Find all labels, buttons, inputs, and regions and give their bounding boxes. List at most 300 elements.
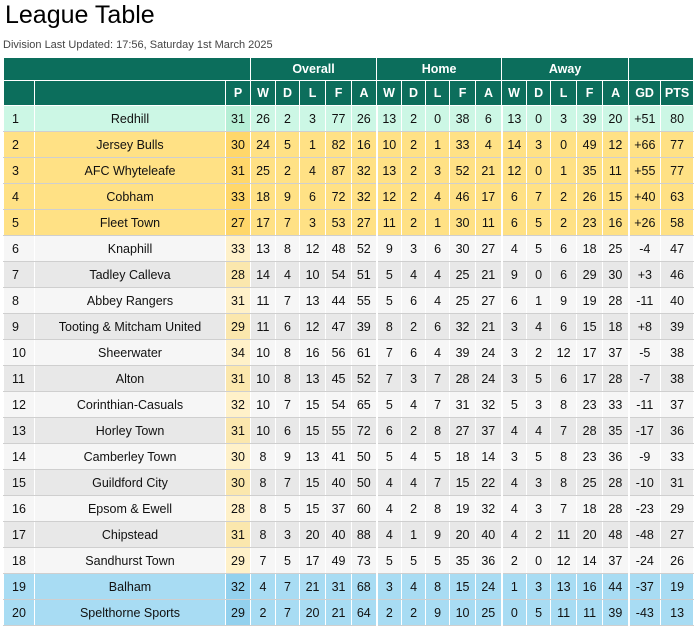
home-drawn-cell: 2 <box>402 106 426 132</box>
away-won-cell: 1 <box>502 574 527 600</box>
table-row[interactable] <box>4 236 694 262</box>
overall-against-cell: 27 <box>352 210 377 236</box>
position-cell: 12 <box>4 392 35 418</box>
overall-for-cell: 56 <box>326 340 352 366</box>
overall-for-cell: 72 <box>326 184 352 210</box>
home-drawn-cell: 4 <box>402 262 426 288</box>
away-lost-cell: 12 <box>551 340 577 366</box>
away-against-cell: 15 <box>603 184 629 210</box>
away-lost-cell: 0 <box>551 132 577 158</box>
club-name-cell[interactable]: Spelthorne Sports <box>35 600 226 626</box>
club-name-cell[interactable]: Tadley Calleva <box>35 262 226 288</box>
table-row[interactable] <box>4 132 694 158</box>
goal-difference-cell: -5 <box>629 340 661 366</box>
home-against-cell: 11 <box>476 210 502 236</box>
overall-lost-cell: 20 <box>300 522 326 548</box>
header-blank <box>4 58 251 81</box>
header-away: Away <box>502 58 629 81</box>
away-drawn-cell: 7 <box>527 184 551 210</box>
away-against-cell: 16 <box>603 210 629 236</box>
away-lost-cell: 9 <box>551 288 577 314</box>
table-row[interactable] <box>4 574 694 600</box>
home-against-cell: 36 <box>476 548 502 574</box>
away-lost-cell: 3 <box>551 106 577 132</box>
away-lost-cell: 2 <box>551 210 577 236</box>
goal-difference-cell: -23 <box>629 496 661 522</box>
table-header <box>4 58 694 106</box>
col-home-for[interactable]: F <box>450 81 476 106</box>
table-row[interactable] <box>4 418 694 444</box>
club-name-cell[interactable]: Corinthian-Casuals <box>35 392 226 418</box>
club-name-cell[interactable]: Horley Town <box>35 418 226 444</box>
away-for-cell: 18 <box>577 496 603 522</box>
away-lost-cell: 6 <box>551 366 577 392</box>
club-name-cell[interactable]: Cobham <box>35 184 226 210</box>
overall-for-cell: 87 <box>326 158 352 184</box>
home-won-cell: 7 <box>377 340 402 366</box>
away-won-cell: 0 <box>502 600 527 626</box>
overall-against-cell: 60 <box>352 496 377 522</box>
overall-drawn-cell: 8 <box>276 236 300 262</box>
points-cell: 58 <box>661 210 694 236</box>
club-name-cell[interactable]: Sandhurst Town <box>35 548 226 574</box>
home-for-cell: 19 <box>450 496 476 522</box>
away-lost-cell: 1 <box>551 158 577 184</box>
away-won-cell: 3 <box>502 366 527 392</box>
overall-won-cell: 8 <box>251 444 276 470</box>
away-for-cell: 17 <box>577 340 603 366</box>
col-overall-drawn[interactable]: D <box>276 81 300 106</box>
position-cell: 1 <box>4 106 35 132</box>
away-drawn-cell: 5 <box>527 444 551 470</box>
away-for-cell: 17 <box>577 366 603 392</box>
club-name-cell[interactable]: Abbey Rangers <box>35 288 226 314</box>
away-won-cell: 4 <box>502 522 527 548</box>
overall-lost-cell: 17 <box>300 548 326 574</box>
col-home-against[interactable]: A <box>476 81 502 106</box>
overall-lost-cell: 12 <box>300 236 326 262</box>
table-row[interactable] <box>4 522 694 548</box>
away-drawn-cell: 3 <box>527 496 551 522</box>
table-row[interactable] <box>4 314 694 340</box>
overall-drawn-cell: 9 <box>276 184 300 210</box>
overall-lost-cell: 6 <box>300 184 326 210</box>
away-won-cell: 6 <box>502 288 527 314</box>
home-won-cell: 8 <box>377 314 402 340</box>
played-cell: 28 <box>226 262 251 288</box>
club-name-cell[interactable]: Chipstead <box>35 522 226 548</box>
overall-against-cell: 50 <box>352 470 377 496</box>
away-drawn-cell: 3 <box>527 132 551 158</box>
home-won-cell: 2 <box>377 600 402 626</box>
position-cell: 14 <box>4 444 35 470</box>
away-against-cell: 28 <box>603 496 629 522</box>
home-against-cell: 17 <box>476 184 502 210</box>
points-cell: 27 <box>661 522 694 548</box>
goal-difference-cell: -48 <box>629 522 661 548</box>
overall-against-cell: 50 <box>352 444 377 470</box>
table-row[interactable] <box>4 184 694 210</box>
home-for-cell: 20 <box>450 522 476 548</box>
played-cell: 31 <box>226 418 251 444</box>
overall-won-cell: 18 <box>251 184 276 210</box>
home-won-cell: 3 <box>377 574 402 600</box>
overall-for-cell: 31 <box>326 574 352 600</box>
home-won-cell: 11 <box>377 210 402 236</box>
home-won-cell: 12 <box>377 184 402 210</box>
goal-difference-cell: -37 <box>629 574 661 600</box>
away-drawn-cell: 0 <box>527 158 551 184</box>
col-overall-against[interactable]: A <box>352 81 377 106</box>
away-won-cell: 3 <box>502 340 527 366</box>
col-played[interactable]: P <box>226 81 251 106</box>
home-won-cell: 5 <box>377 262 402 288</box>
position-cell: 4 <box>4 184 35 210</box>
club-name-cell[interactable]: Redhill <box>35 106 226 132</box>
away-for-cell: 16 <box>577 574 603 600</box>
col-away-for[interactable]: F <box>577 81 603 106</box>
away-lost-cell: 8 <box>551 444 577 470</box>
goal-difference-cell: +26 <box>629 210 661 236</box>
header-blank-end <box>629 58 694 81</box>
position-cell: 15 <box>4 470 35 496</box>
overall-won-cell: 7 <box>251 548 276 574</box>
overall-for-cell: 55 <box>326 418 352 444</box>
home-drawn-cell: 2 <box>402 600 426 626</box>
col-home-lost[interactable]: L <box>426 81 450 106</box>
away-won-cell: 3 <box>502 314 527 340</box>
overall-drawn-cell: 7 <box>276 392 300 418</box>
goal-difference-cell: -10 <box>629 470 661 496</box>
goal-difference-cell: +66 <box>629 132 661 158</box>
club-name-cell[interactable]: Knaphill <box>35 236 226 262</box>
table-row[interactable] <box>4 444 694 470</box>
table-row[interactable] <box>4 392 694 418</box>
away-drawn-cell: 1 <box>527 288 551 314</box>
home-drawn-cell: 2 <box>402 314 426 340</box>
overall-for-cell: 47 <box>326 314 352 340</box>
goal-difference-cell: -24 <box>629 548 661 574</box>
home-against-cell: 40 <box>476 522 502 548</box>
away-drawn-cell: 3 <box>527 392 551 418</box>
played-cell: 34 <box>226 340 251 366</box>
away-for-cell: 14 <box>577 548 603 574</box>
overall-won-cell: 11 <box>251 288 276 314</box>
home-for-cell: 30 <box>450 210 476 236</box>
home-drawn-cell: 6 <box>402 340 426 366</box>
overall-for-cell: 82 <box>326 132 352 158</box>
overall-lost-cell: 3 <box>300 210 326 236</box>
away-won-cell: 3 <box>502 444 527 470</box>
club-name-cell[interactable]: Camberley Town <box>35 444 226 470</box>
table-row[interactable] <box>4 600 694 626</box>
overall-drawn-cell: 9 <box>276 444 300 470</box>
club-name-cell[interactable]: Balham <box>35 574 226 600</box>
home-drawn-cell: 2 <box>402 132 426 158</box>
goal-difference-cell: +3 <box>629 262 661 288</box>
away-drawn-cell: 0 <box>527 106 551 132</box>
away-drawn-cell: 5 <box>527 600 551 626</box>
overall-drawn-cell: 8 <box>276 366 300 392</box>
overall-against-cell: 88 <box>352 522 377 548</box>
away-lost-cell: 13 <box>551 574 577 600</box>
overall-against-cell: 73 <box>352 548 377 574</box>
overall-won-cell: 10 <box>251 392 276 418</box>
away-lost-cell: 11 <box>551 522 577 548</box>
table-row[interactable] <box>4 106 694 132</box>
played-cell: 31 <box>226 366 251 392</box>
club-name-cell[interactable]: Fleet Town <box>35 210 226 236</box>
away-lost-cell: 11 <box>551 600 577 626</box>
away-for-cell: 25 <box>577 470 603 496</box>
club-name-cell[interactable]: Alton <box>35 366 226 392</box>
points-cell: 40 <box>661 288 694 314</box>
home-drawn-cell: 2 <box>402 184 426 210</box>
col-overall-for[interactable]: F <box>326 81 352 106</box>
home-against-cell: 25 <box>476 600 502 626</box>
away-against-cell: 30 <box>603 262 629 288</box>
overall-won-cell: 10 <box>251 418 276 444</box>
away-drawn-cell: 0 <box>527 262 551 288</box>
home-won-cell: 6 <box>377 418 402 444</box>
club-name-cell[interactable]: AFC Whyteleafe <box>35 158 226 184</box>
home-lost-cell: 9 <box>426 522 450 548</box>
table-row[interactable] <box>4 210 694 236</box>
overall-for-cell: 45 <box>326 366 352 392</box>
away-won-cell: 4 <box>502 236 527 262</box>
overall-against-cell: 61 <box>352 340 377 366</box>
played-cell: 33 <box>226 236 251 262</box>
position-cell: 17 <box>4 522 35 548</box>
home-against-cell: 4 <box>476 132 502 158</box>
col-home-won[interactable]: W <box>377 81 402 106</box>
overall-lost-cell: 15 <box>300 470 326 496</box>
club-name-cell[interactable]: Sheerwater <box>35 340 226 366</box>
table-row[interactable] <box>4 262 694 288</box>
position-cell: 20 <box>4 600 35 626</box>
played-cell: 28 <box>226 496 251 522</box>
goal-difference-cell: -7 <box>629 366 661 392</box>
away-lost-cell: 7 <box>551 496 577 522</box>
points-cell: 36 <box>661 418 694 444</box>
home-against-cell: 21 <box>476 314 502 340</box>
overall-won-cell: 10 <box>251 340 276 366</box>
home-for-cell: 38 <box>450 106 476 132</box>
header-group-row <box>4 58 694 81</box>
overall-for-cell: 54 <box>326 392 352 418</box>
home-drawn-cell: 2 <box>402 158 426 184</box>
home-for-cell: 30 <box>450 236 476 262</box>
position-cell: 5 <box>4 210 35 236</box>
points-cell: 19 <box>661 574 694 600</box>
table-row[interactable] <box>4 496 694 522</box>
overall-lost-cell: 10 <box>300 262 326 288</box>
home-won-cell: 10 <box>377 132 402 158</box>
home-lost-cell: 6 <box>426 314 450 340</box>
home-lost-cell: 4 <box>426 288 450 314</box>
col-away-lost[interactable]: L <box>551 81 577 106</box>
col-overall-won[interactable]: W <box>251 81 276 106</box>
col-pos <box>4 81 35 106</box>
position-cell: 8 <box>4 288 35 314</box>
goal-difference-cell: +55 <box>629 158 661 184</box>
home-for-cell: 46 <box>450 184 476 210</box>
overall-lost-cell: 12 <box>300 314 326 340</box>
goal-difference-cell: -43 <box>629 600 661 626</box>
home-lost-cell: 9 <box>426 600 450 626</box>
home-won-cell: 4 <box>377 470 402 496</box>
position-cell: 11 <box>4 366 35 392</box>
points-cell: 46 <box>661 262 694 288</box>
overall-won-cell: 8 <box>251 496 276 522</box>
home-drawn-cell: 2 <box>402 418 426 444</box>
home-drawn-cell: 5 <box>402 548 426 574</box>
overall-won-cell: 13 <box>251 236 276 262</box>
home-lost-cell: 7 <box>426 470 450 496</box>
club-name-cell[interactable]: Jersey Bulls <box>35 132 226 158</box>
overall-won-cell: 17 <box>251 210 276 236</box>
club-name-cell[interactable]: Guildford City <box>35 470 226 496</box>
home-against-cell: 32 <box>476 496 502 522</box>
table-row[interactable] <box>4 366 694 392</box>
overall-against-cell: 65 <box>352 392 377 418</box>
overall-lost-cell: 21 <box>300 574 326 600</box>
away-against-cell: 37 <box>603 548 629 574</box>
table-row[interactable] <box>4 288 694 314</box>
home-for-cell: 35 <box>450 548 476 574</box>
home-against-cell: 27 <box>476 288 502 314</box>
position-cell: 18 <box>4 548 35 574</box>
goal-difference-cell: -11 <box>629 392 661 418</box>
overall-lost-cell: 15 <box>300 418 326 444</box>
table-body <box>4 106 694 626</box>
away-won-cell: 5 <box>502 392 527 418</box>
home-for-cell: 31 <box>450 392 476 418</box>
home-for-cell: 15 <box>450 470 476 496</box>
home-lost-cell: 4 <box>426 184 450 210</box>
overall-drawn-cell: 2 <box>276 158 300 184</box>
away-for-cell: 23 <box>577 210 603 236</box>
away-against-cell: 33 <box>603 392 629 418</box>
points-cell: 37 <box>661 392 694 418</box>
home-drawn-cell: 2 <box>402 496 426 522</box>
home-won-cell: 5 <box>377 548 402 574</box>
overall-drawn-cell: 5 <box>276 132 300 158</box>
overall-against-cell: 52 <box>352 236 377 262</box>
overall-against-cell: 55 <box>352 288 377 314</box>
played-cell: 31 <box>226 288 251 314</box>
table-row[interactable] <box>4 548 694 574</box>
overall-drawn-cell: 7 <box>276 574 300 600</box>
home-against-cell: 32 <box>476 392 502 418</box>
col-home-drawn[interactable]: D <box>402 81 426 106</box>
points-cell: 39 <box>661 314 694 340</box>
home-for-cell: 25 <box>450 288 476 314</box>
played-cell: 31 <box>226 106 251 132</box>
overall-for-cell: 49 <box>326 548 352 574</box>
overall-for-cell: 40 <box>326 522 352 548</box>
col-away-won[interactable]: W <box>502 81 527 106</box>
home-against-cell: 22 <box>476 470 502 496</box>
overall-drawn-cell: 3 <box>276 522 300 548</box>
col-overall-lost[interactable]: L <box>300 81 326 106</box>
goal-difference-cell: +8 <box>629 314 661 340</box>
table-row[interactable] <box>4 158 694 184</box>
overall-against-cell: 52 <box>352 366 377 392</box>
points-cell: 77 <box>661 132 694 158</box>
overall-won-cell: 26 <box>251 106 276 132</box>
points-cell: 29 <box>661 496 694 522</box>
header-home: Home <box>377 58 502 81</box>
overall-against-cell: 32 <box>352 158 377 184</box>
table-row[interactable] <box>4 470 694 496</box>
overall-lost-cell: 3 <box>300 106 326 132</box>
home-lost-cell: 4 <box>426 340 450 366</box>
home-won-cell: 4 <box>377 522 402 548</box>
table-row[interactable] <box>4 340 694 366</box>
overall-drawn-cell: 7 <box>276 470 300 496</box>
position-cell: 3 <box>4 158 35 184</box>
overall-lost-cell: 13 <box>300 444 326 470</box>
col-away-against[interactable]: A <box>603 81 629 106</box>
home-for-cell: 18 <box>450 444 476 470</box>
away-drawn-cell: 3 <box>527 470 551 496</box>
away-drawn-cell: 2 <box>527 340 551 366</box>
home-against-cell: 27 <box>476 236 502 262</box>
position-cell: 6 <box>4 236 35 262</box>
position-cell: 9 <box>4 314 35 340</box>
home-won-cell: 9 <box>377 236 402 262</box>
col-goal-difference[interactable]: GD <box>629 81 661 106</box>
overall-drawn-cell: 2 <box>276 106 300 132</box>
home-for-cell: 32 <box>450 314 476 340</box>
home-drawn-cell: 4 <box>402 574 426 600</box>
away-against-cell: 44 <box>603 574 629 600</box>
overall-won-cell: 10 <box>251 366 276 392</box>
home-against-cell: 14 <box>476 444 502 470</box>
col-points[interactable]: PTS <box>661 81 694 106</box>
home-lost-cell: 1 <box>426 210 450 236</box>
away-drawn-cell: 5 <box>527 366 551 392</box>
home-lost-cell: 8 <box>426 418 450 444</box>
points-cell: 77 <box>661 158 694 184</box>
away-against-cell: 36 <box>603 444 629 470</box>
away-for-cell: 18 <box>577 236 603 262</box>
points-cell: 13 <box>661 600 694 626</box>
played-cell: 29 <box>226 314 251 340</box>
away-against-cell: 39 <box>603 600 629 626</box>
overall-against-cell: 16 <box>352 132 377 158</box>
away-against-cell: 25 <box>603 236 629 262</box>
home-won-cell: 7 <box>377 366 402 392</box>
league-table <box>3 57 694 626</box>
away-lost-cell: 12 <box>551 548 577 574</box>
overall-lost-cell: 15 <box>300 392 326 418</box>
away-drawn-cell: 4 <box>527 314 551 340</box>
away-against-cell: 28 <box>603 366 629 392</box>
overall-won-cell: 11 <box>251 314 276 340</box>
away-against-cell: 37 <box>603 340 629 366</box>
col-away-drawn[interactable]: D <box>527 81 551 106</box>
away-for-cell: 49 <box>577 132 603 158</box>
goal-difference-cell: +40 <box>629 184 661 210</box>
club-name-cell[interactable]: Epsom & Ewell <box>35 496 226 522</box>
overall-won-cell: 8 <box>251 522 276 548</box>
away-drawn-cell: 4 <box>527 418 551 444</box>
home-drawn-cell: 4 <box>402 470 426 496</box>
club-name-cell[interactable]: Tooting & Mitcham United <box>35 314 226 340</box>
overall-lost-cell: 16 <box>300 340 326 366</box>
